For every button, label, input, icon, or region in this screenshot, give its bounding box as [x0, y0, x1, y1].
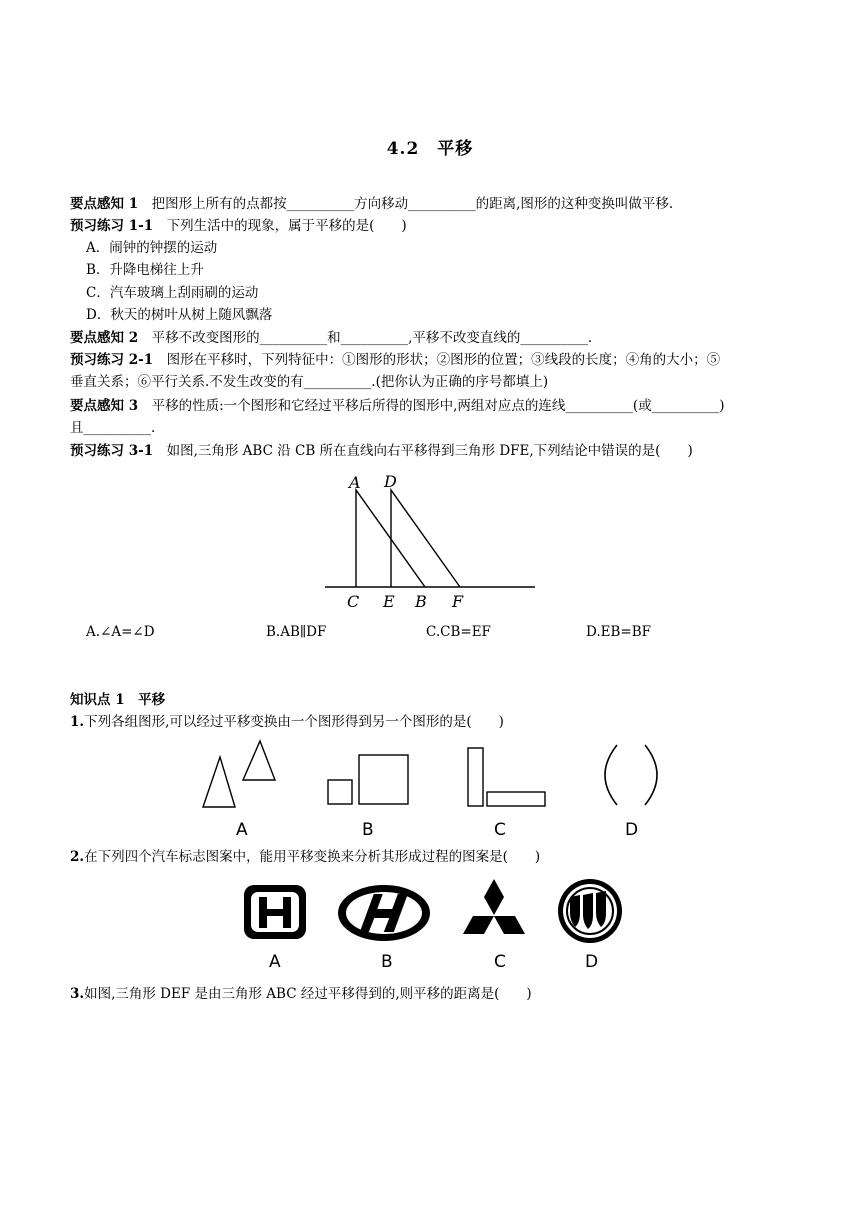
- label-c: C: [347, 592, 360, 611]
- small-square: [328, 780, 352, 804]
- translation-triangles-figure: [320, 470, 545, 615]
- preview-exercise-2-1: [70, 349, 800, 371]
- label-e: E: [383, 592, 395, 611]
- label-a: A: [349, 473, 361, 492]
- small-triangle: [203, 757, 235, 807]
- question-text: 下列各组图形,可以经过平移变换由一个图形得到另一个图形的是( ): [84, 714, 504, 730]
- block-text: 图形在平移时，下列特征中：①图形的形状；②图形的位置；③线段的长度；④角的大小；⑤: [153, 352, 721, 368]
- key-point-3: [70, 395, 800, 417]
- block-label: 预习练习 3-1: [70, 443, 154, 459]
- block-label: 要点感知 2: [70, 330, 139, 346]
- key-point-3-cont: 且__________.: [70, 420, 156, 436]
- block-text: 平移的性质:一个图形和它经过平移后所得的图形中,两组对应点的连线__________(或__________): [138, 398, 725, 414]
- block-text: 如图,三角形 ABC 沿 CB 所在直线向右平移得到三角形 DFE,下列结论中错误的是( ): [153, 443, 693, 459]
- q1-label-c: C: [494, 820, 506, 840]
- large-square: [359, 755, 408, 804]
- large-triangle: [243, 741, 275, 780]
- block-label: 预习练习 2-1: [70, 352, 154, 368]
- choice-a: A．闹钟的钟摆的运动: [86, 240, 218, 256]
- question-text: 在下列四个汽车标志图案中，能用平移变换来分析其形成过程的图案是( ): [84, 849, 541, 865]
- block-label: 要点感知 1: [70, 196, 139, 212]
- option-c: C.CB=EF: [426, 624, 491, 640]
- question-1: [70, 711, 800, 733]
- honda-logo-icon: [244, 885, 306, 939]
- preview-exercise-1-1: [70, 215, 800, 237]
- label-d: D: [384, 472, 397, 491]
- q2-label-a: A: [269, 952, 281, 972]
- option-d: D.EB=BF: [586, 624, 652, 640]
- choice-d: D．秋天的树叶从树上随风飘落: [86, 307, 273, 323]
- page-title: 4.2 平移: [386, 139, 474, 159]
- section-heading: 知识点 1 平移: [70, 692, 166, 708]
- label-f: F: [452, 592, 464, 611]
- hyundai-logo-icon: [338, 885, 430, 941]
- block-label: 预习练习 1-1: [70, 218, 154, 234]
- question-number: 3.: [70, 986, 85, 1002]
- preview-exercise-2-1-cont: 垂直关系；⑥平行关系.不发生改变的有__________.(把你认为正确的序号都填上): [70, 374, 549, 390]
- block-label: 要点感知 3: [70, 398, 139, 414]
- horizontal-rect: [487, 792, 545, 806]
- question-number: 1.: [70, 714, 85, 730]
- triangle-dfe: [391, 490, 460, 587]
- buick-logo-icon: [558, 879, 622, 943]
- question-2: [70, 846, 800, 868]
- key-point-2: [70, 327, 800, 349]
- q2-label-c: C: [494, 952, 506, 972]
- question-text: 如图,三角形 DEF 是由三角形 ABC 经过平移得到的,则平移的距离是( ): [84, 986, 532, 1002]
- block-text: 把图形上所有的点都按__________方向移动__________的距离,图形的这种变换叫做平移.: [138, 196, 674, 212]
- option-b: B.AB∥DF: [266, 624, 327, 640]
- label-b: B: [415, 592, 427, 611]
- key-point-1: [70, 193, 800, 215]
- choice-b: B．升降电梯往上升: [86, 262, 204, 278]
- choice-c: C．汽车玻璃上刮雨刷的运动: [86, 285, 259, 301]
- q1-label-b: B: [362, 820, 374, 840]
- block-text: 下列生活中的现象，属于平移的是( ): [153, 218, 407, 234]
- mitsubishi-logo-icon: [463, 879, 525, 934]
- question-number: 2.: [70, 849, 85, 865]
- option-a: A.∠A=∠D: [86, 624, 155, 640]
- block-text: 平移不改变图形的__________和__________,平移不改变直线的__________.: [138, 330, 593, 346]
- q1-label-d: D: [625, 820, 639, 840]
- question-3: [70, 983, 800, 1005]
- vertical-rect: [468, 748, 483, 806]
- q1-shapes-figure: [195, 735, 665, 840]
- left-arc: [605, 745, 617, 805]
- right-arc: [645, 745, 657, 805]
- preview-exercise-3-1: [70, 440, 800, 462]
- q2-label-d: D: [585, 952, 599, 972]
- q2-label-b: B: [381, 952, 393, 972]
- q2-logos-figure: [238, 873, 638, 973]
- q1-label-a: A: [236, 820, 248, 840]
